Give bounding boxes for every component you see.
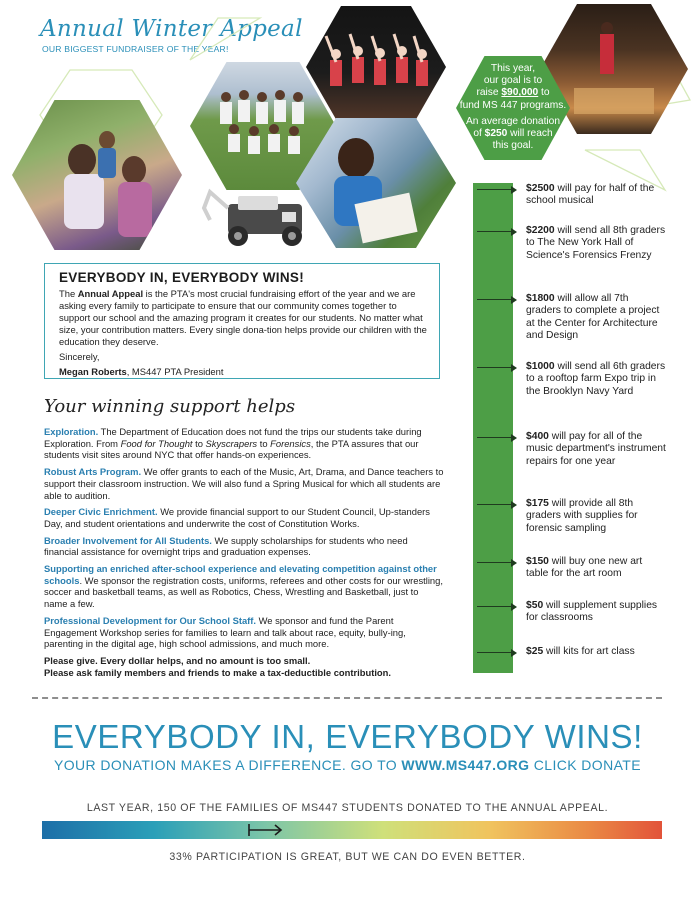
goal-line-5: An average donation (465, 115, 561, 127)
intro-signature (59, 366, 429, 378)
goal-line-3-pre: raise (476, 87, 502, 99)
appeal-subtitle: OUR BIGGEST FUNDRAISER OF THE YEAR! (42, 44, 229, 54)
support-item-civic (44, 506, 444, 529)
goal-line-6-pre: of (473, 128, 485, 140)
support-item-involvement (44, 535, 444, 558)
support-item-text: We supply scholarships for students who need financial assistance for overnight trips and graduation expenses. (44, 534, 408, 558)
signer-title: , MS447 PTA President (126, 366, 224, 378)
donation-arrow (477, 606, 515, 607)
donation-text: will send all 8th graders to The New York Hall of Science's Forensics Frenzy (526, 225, 666, 261)
footer-cta (0, 757, 695, 773)
robot-image (198, 178, 328, 250)
intro-lead-bold: Annual Appeal (77, 288, 144, 299)
donation-amount: $175 (526, 498, 549, 509)
support-item-text: to (192, 437, 206, 449)
donation-text: will allow all 7th graders to complete a project at the Center for Architecture and Design (526, 293, 660, 342)
support-item-text: to (257, 437, 271, 449)
donation-arrow (477, 652, 515, 653)
goal-line-2: our goal is to (483, 75, 543, 87)
support-item-head: Deeper Civic Enrichment. (44, 506, 158, 518)
closing-line-2: Please ask family members and friends to make a tax-deductible contribution. (44, 666, 391, 678)
support-item-text: The Department of Education does not fund the trips our students take during Exploration. From (44, 426, 422, 449)
donation-arrow (477, 231, 515, 232)
donation-level (526, 498, 666, 535)
support-item-after-school (44, 563, 444, 610)
donation-level (526, 183, 666, 208)
intro-body (59, 288, 429, 348)
donation-level (526, 556, 666, 581)
donation-arrow (477, 189, 515, 190)
goal-line-7: this goal. (492, 140, 534, 152)
intro-heading: EVERYBODY IN, EVERYBODY WINS! (59, 270, 304, 285)
donation-amount: $150 (526, 556, 549, 567)
participation-bar (42, 821, 662, 839)
donation-amount: $1000 (526, 361, 555, 372)
appeal-title: Annual Winter Appeal (40, 16, 303, 42)
donation-arrow (477, 437, 515, 438)
support-item-italic: Food for Thought (120, 437, 193, 449)
donation-text: will send all 6th graders to a rooftop farm Expo trip in the Brooklyn Navy Yard (526, 361, 666, 397)
donation-level (526, 431, 666, 468)
closing-line-1: Please give. Every dollar helps, and no amount is too small. (44, 654, 311, 666)
donation-level (526, 600, 666, 625)
donation-level (526, 293, 666, 343)
support-item-text: We provide financial support to our Student Council, Up-standers Day, and student orientations and underwrite the cost of Constitution Works. (44, 506, 430, 529)
goal-line-6-post: will reach (507, 128, 553, 140)
donation-text: will buy one new art table for the art room (526, 556, 643, 580)
support-item-head: Broader Involvement for All Students. (44, 534, 212, 546)
donation-amount: $2200 (526, 225, 555, 236)
support-item-head: Professional Development for Our School Staff. (44, 614, 257, 626)
intro-sincerely: Sincerely, (59, 350, 100, 362)
support-item-head: Supporting an enriched after-school experience and elevating competition against other schools (44, 563, 437, 586)
support-item-head: Exploration. (44, 426, 99, 437)
signer-name: Megan Roberts (59, 366, 127, 378)
support-item-text: We sponsor and fund the Parent Engagement Workshop series for families to learn and talk about race, equity, bully-ing, parenting in the digital age, high school admissions, and much more. (44, 614, 406, 650)
support-list (44, 426, 444, 678)
donation-text: will pay for all of the music department's instrument repairs for one year (526, 431, 666, 467)
goal-average: $250 (484, 128, 508, 140)
support-item-text: , the PTA assures that our students visit sites around NYC that offer hands-on experiences. (44, 437, 419, 461)
support-item-arts (44, 466, 444, 501)
donation-text: will provide all 8th graders with supplies for forensic sampling (526, 498, 638, 534)
support-title: Your winning support helps (44, 396, 296, 417)
donate-link[interactable]: WWW.MS447.ORG (401, 757, 530, 773)
support-item-text: We offer grants to each of the Music, Art, Drama, and Dance teachers to support their classroom instruction. We will also fund a Spring Musical for which all students are able to audition. (44, 466, 444, 501)
intro-box (44, 263, 440, 379)
goal-amount: $90,000 (501, 87, 539, 99)
donation-arrow (477, 562, 515, 563)
support-item-italic: Forensics (270, 437, 311, 449)
donation-level (526, 646, 666, 658)
footer-cta-post: CLICK DONATE (529, 757, 641, 773)
donation-amount: $400 (526, 431, 549, 442)
goal-line-4: fund MS 447 programs. (459, 99, 567, 111)
donation-level (526, 225, 666, 262)
donation-text: will supplement supplies for classrooms (526, 600, 658, 624)
goal-line-6 (448, 128, 578, 140)
intro-lead: The (59, 288, 78, 299)
donation-text: will pay for half of the school musical (526, 183, 655, 207)
dashed-divider (32, 697, 662, 699)
support-item-staff (44, 615, 444, 650)
donation-text: will kits for art class (543, 646, 635, 657)
donation-amount: $25 (526, 646, 544, 657)
donation-arrow (477, 299, 515, 300)
donation-arrow (477, 504, 515, 505)
donation-amount: $1800 (526, 293, 555, 304)
goal-line-3-post: to (538, 87, 550, 99)
participation-marker-icon (247, 822, 287, 838)
donation-tower (473, 183, 513, 673)
goal-text (448, 63, 578, 152)
donation-amount: $2500 (526, 183, 555, 194)
participation-text: 33% PARTICIPATION IS GREAT, BUT WE CAN DO EVEN BETTER. (169, 851, 526, 863)
donation-level (526, 361, 666, 398)
last-year-text: LAST YEAR, 150 OF THE FAMILIES OF MS447 STUDENTS DONATED TO THE ANNUAL APPEAL. (86, 802, 609, 814)
donation-amount: $50 (526, 600, 544, 611)
support-item-exploration (44, 426, 444, 461)
goal-line-3 (448, 87, 578, 99)
footer-headline: EVERYBODY IN, EVERYBODY WINS! (52, 718, 643, 755)
donation-arrow (477, 367, 515, 368)
support-item-head: Robust Arts Program. (44, 466, 142, 478)
footer-cta-pre: YOUR DONATION MAKES A DIFFERENCE. GO TO (53, 757, 402, 773)
support-item-italic: Skyscrapers (205, 437, 258, 449)
goal-line-1: This year, (490, 63, 536, 74)
support-item-text: . We sponsor the registration costs, uniforms, referees and other costs for our wrestling, soccer and basketball teams, as well as Robotics, Chess, Wrestling and Basketball, just to name a few. (44, 574, 443, 610)
intro-body-text: is the PTA's most crucial fundraising effort of the year and we are asking every family to participate to ensure that our community comes together to support our school and the amazing program it creates for our students. No matter what size, your contribution matters. Every single dona-tion helps provide our children with the education they deserve. (59, 288, 427, 347)
